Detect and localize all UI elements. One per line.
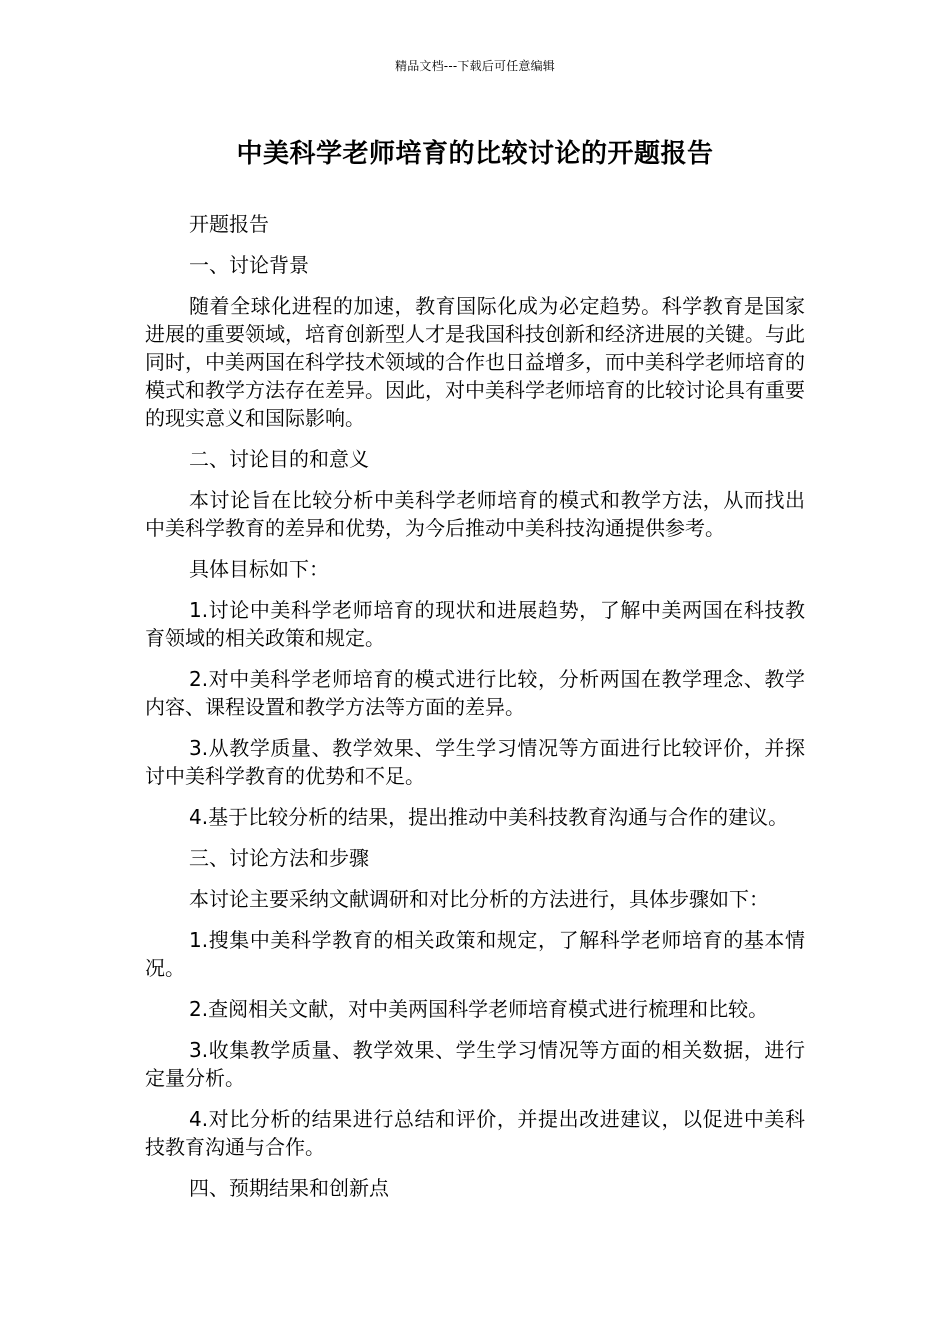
list-item-goal-2: 2.对中美科学老师培育的模式进行比较，分析两国在教学理念、教学内容、课程设置和教学方法等方面的差异。 bbox=[145, 667, 805, 719]
list-item-step-2: 2.查阅相关文献，对中美两国科学老师培育模式进行梳理和比较。 bbox=[189, 997, 769, 1021]
page-header: 精品文档---下载后可任意编辑 bbox=[395, 59, 555, 73]
list-item-goal-4: 4.基于比较分析的结果，提出推动中美科技教育沟通与合作的建议。 bbox=[189, 805, 789, 829]
section-heading-background: 一、讨论背景 bbox=[189, 253, 309, 277]
list-item-goal-3: 3.从教学质量、教学效果、学生学习情况等方面进行比较评价，并探讨中美科学教育的优势和不足。 bbox=[145, 736, 805, 788]
paragraph-goals-intro: 具体目标如下： bbox=[189, 557, 329, 581]
section-heading-methods: 三、讨论方法和步骤 bbox=[189, 846, 369, 870]
paragraph-purpose: 本讨论旨在比较分析中美科学老师培育的模式和教学方法，从而找出中美科学教育的差异和优势，为今后推动中美科技沟通提供参考。 bbox=[145, 488, 805, 540]
list-item-step-4: 4.对比分析的结果进行总结和评价，并提出改进建议，以促进中美科技教育沟通与合作。 bbox=[145, 1107, 805, 1159]
list-item-step-3: 3.收集教学质量、教学效果、学生学习情况等方面的相关数据，进行定量分析。 bbox=[145, 1038, 805, 1090]
document-title: 中美科学老师培育的比较讨论的开题报告 bbox=[236, 139, 714, 169]
section-label-opening-report: 开题报告 bbox=[189, 212, 269, 236]
section-heading-purpose: 二、讨论目的和意义 bbox=[189, 447, 369, 471]
paragraph-methods-intro: 本讨论主要采纳文献调研和对比分析的方法进行，具体步骤如下： bbox=[189, 887, 769, 911]
list-item-goal-1: 1.讨论中美科学老师培育的现状和进展趋势，了解中美两国在科技教育领域的相关政策和规定。 bbox=[145, 598, 805, 650]
paragraph-background: 随着全球化进程的加速，教育国际化成为必定趋势。科学教育是国家进展的重要领域，培育创新型人才是我国科技创新和经济进展的关键。与此同时，中美两国在科学技术领域的合作也日益增多，而中美科学老师培育的模式和教学方法存在差异。因此，对中美科学老师培育的比较讨论具有重要的现实意义和国际影响。 bbox=[145, 294, 805, 430]
list-item-step-1: 1.搜集中美科学教育的相关政策和规定，了解科学老师培育的基本情况。 bbox=[145, 928, 805, 980]
document-body bbox=[145, 210, 805, 1215]
section-heading-expected-results: 四、预期结果和创新点 bbox=[189, 1176, 389, 1200]
